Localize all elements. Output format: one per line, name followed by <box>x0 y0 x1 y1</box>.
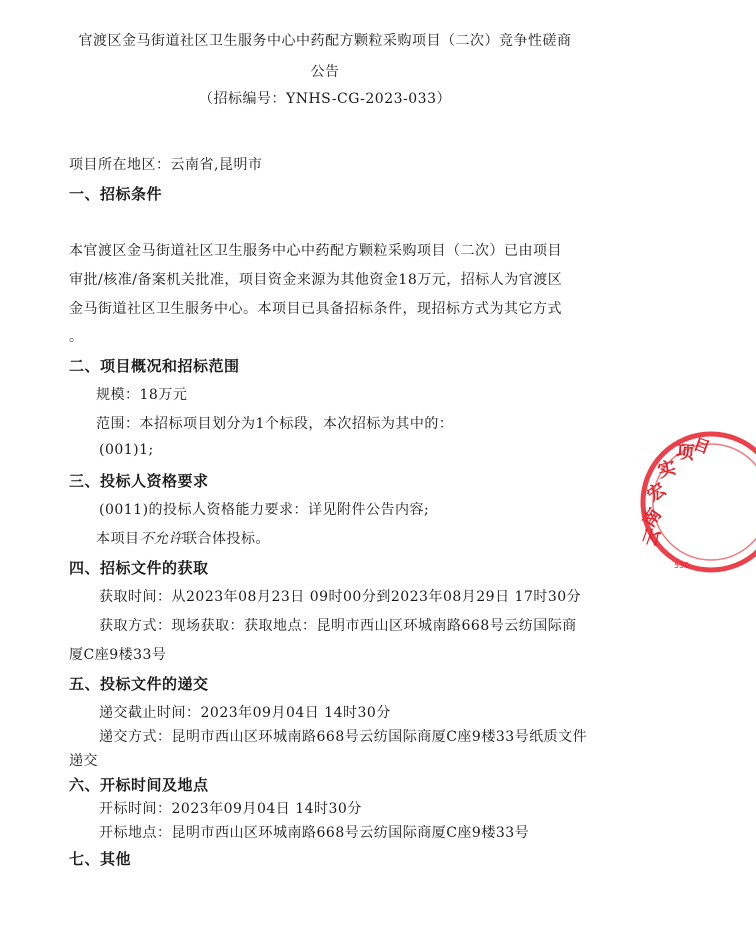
project-scale: 规模：18万元 <box>96 387 188 403</box>
svg-text:实: 实 <box>655 457 679 483</box>
obtain-time: 获取时间：从2023年08月23日 09时00分到2023年08月29日 17时30分 <box>99 589 582 605</box>
section-heading-submission: 五、投标文件的递交 <box>69 675 209 693</box>
conditions-paragraph-line2: 审批/核准/备案机关批准，项目资金来源为其他资金18万元，招标人为官渡区 <box>69 272 563 288</box>
submission-method-line2: 递交 <box>69 753 98 769</box>
consortium-not-allowed: 不允许 <box>139 531 183 547</box>
project-scope: 范围：本招标项目划分为1个标段，本次招标为其中的： <box>96 416 454 432</box>
obtain-method-line1: 获取方式：现场获取：获取地点：昆明市西山区环城南路668号云纺国际商 <box>99 618 577 634</box>
consortium-suffix: 联合体投标。 <box>183 531 270 547</box>
project-location: 项目所在地区：云南省,昆明市 <box>69 157 263 173</box>
section-heading-qualification: 三、投标人资格要求 <box>69 472 209 490</box>
lot-item: (001)1; <box>99 442 154 458</box>
section-heading-other: 七、其他 <box>69 850 132 868</box>
svg-text:目: 目 <box>690 434 713 458</box>
conditions-paragraph-line4: 。 <box>69 329 84 345</box>
consortium-prefix: 本项目 <box>96 531 140 547</box>
official-seal-stamp <box>636 430 756 580</box>
qualification-requirement: (0011)的投标人资格能力要求：详见附件公告内容; <box>99 502 430 518</box>
section-heading-conditions: 一、招标条件 <box>69 185 163 203</box>
document-title-line1: 官渡区金马街道社区卫生服务中心中药配方颗粒采购项目（二次）竞争性磋商 <box>78 33 572 49</box>
document-title-line2: 公告 <box>310 64 340 80</box>
svg-text:南: 南 <box>638 504 666 532</box>
section-heading-overview: 二、项目概况和招标范围 <box>69 357 240 375</box>
opening-place: 开标地点：昆明市西山区环城南路668号云纺国际商厦C座9楼33号 <box>99 825 530 841</box>
svg-text:项: 项 <box>675 441 695 465</box>
section-heading-obtain-documents: 四、招标文件的获取 <box>69 559 209 577</box>
opening-time: 开标时间：2023年09月04日 14时30分 <box>99 801 362 817</box>
submission-method-line1: 递交方式：昆明市西山区环城南路668号云纺国际商厦C座9楼33号纸质文件 <box>99 729 588 745</box>
bid-number: （招标编号：YNHS-CG-2023-033） <box>198 91 451 107</box>
submission-deadline: 递交截止时间：2023年09月04日 14时30分 <box>99 705 391 721</box>
svg-text:宏: 宏 <box>643 478 671 507</box>
svg-text:530: 530 <box>674 561 690 570</box>
consortium-statement <box>96 528 270 548</box>
conditions-paragraph-line1: 本官渡区金马街道社区卫生服务中心中药配方颗粒采购项目（二次）已由项目 <box>69 243 562 259</box>
svg-text:云: 云 <box>639 525 666 550</box>
obtain-method-line2: 厦C座9楼33号 <box>69 647 167 663</box>
section-heading-opening: 六、开标时间及地点 <box>69 776 209 794</box>
conditions-paragraph-line3: 金马街道社区卫生服务中心。本项目已具备招标条件，现招标方式为其它方式 <box>69 301 562 317</box>
